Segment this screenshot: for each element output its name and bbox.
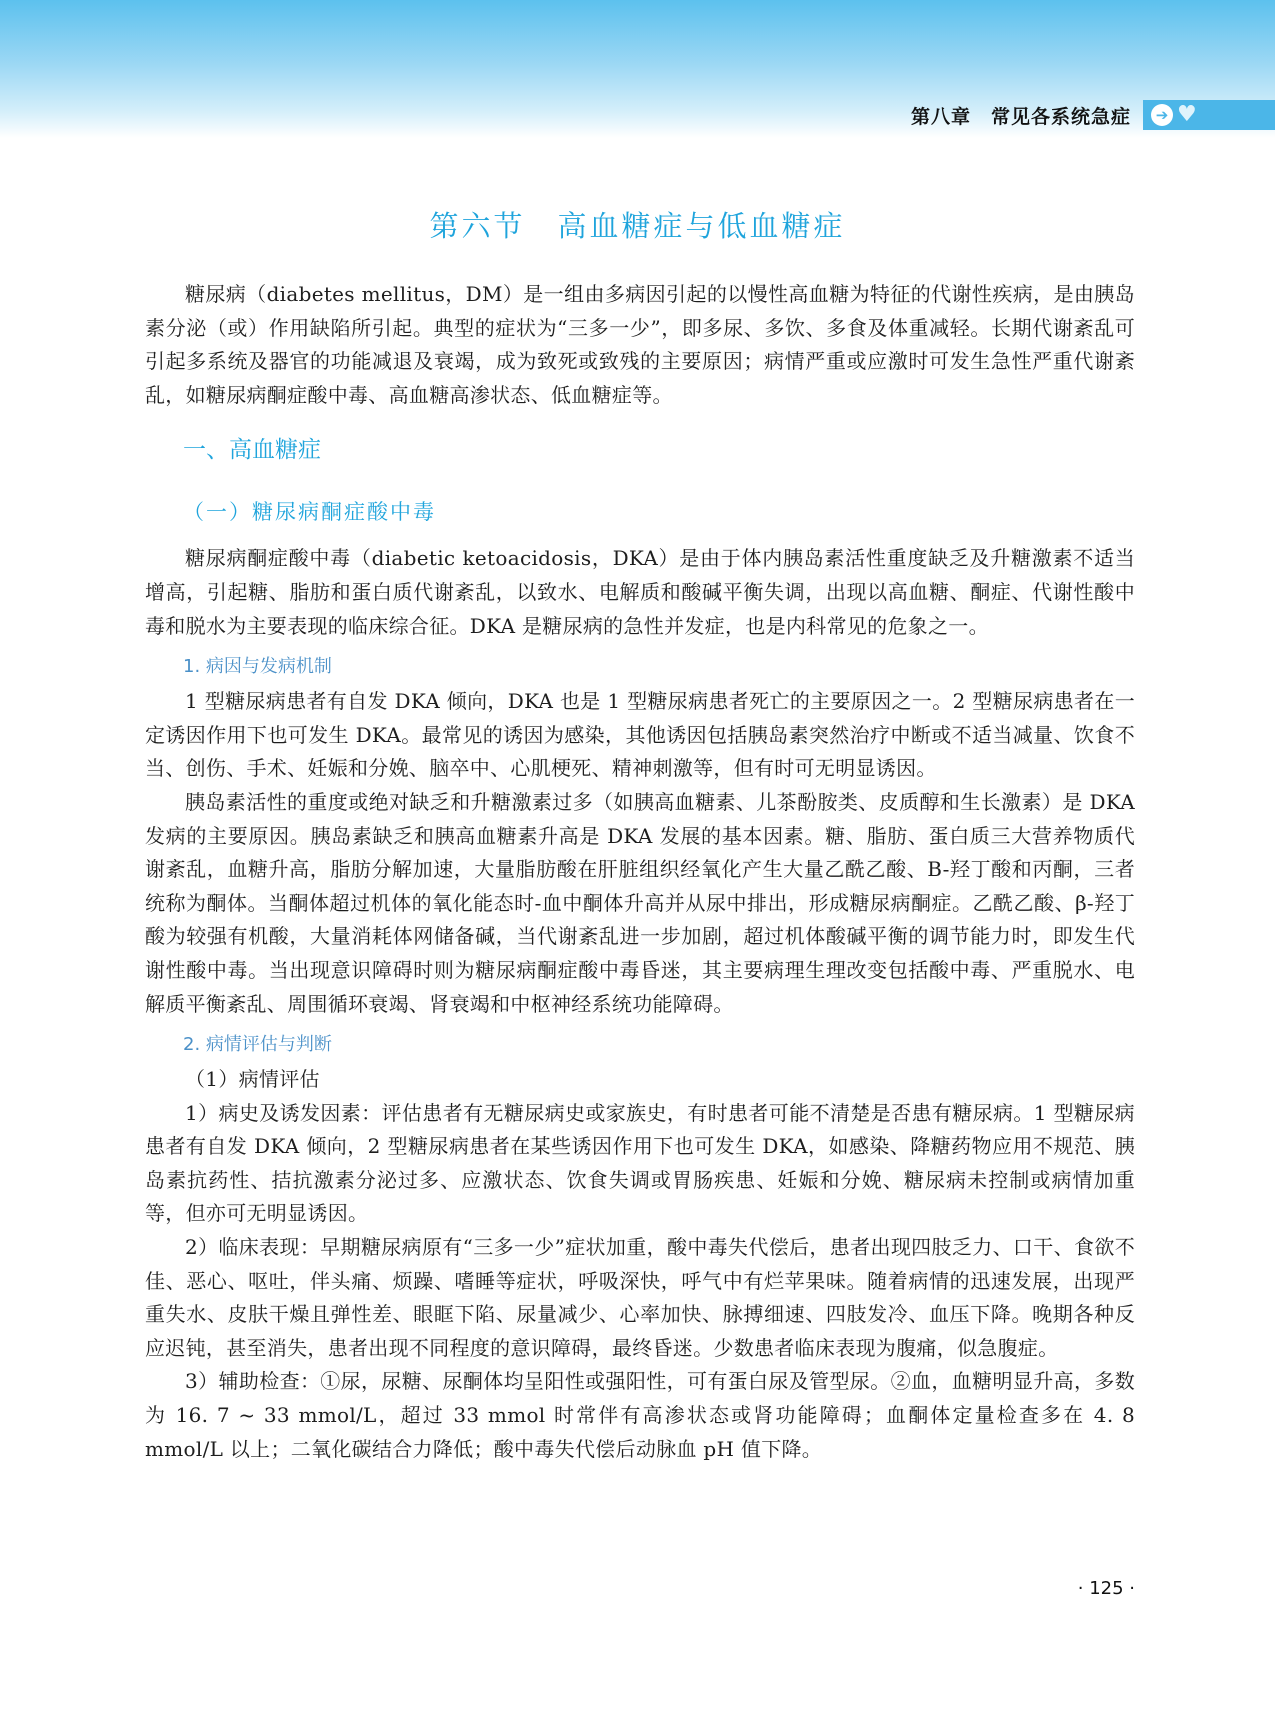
- chapter-title: 第八章 常见各系统急症: [910, 105, 1131, 128]
- chapter-header: [911, 98, 1275, 132]
- assessment-item-history: 1）病史及诱发因素：评估患者有无糖尿病史或家族史，有时患者可能不清楚是否患有糖尿病。1 型糖尿病患者有自发 DKA 倾向，2 型糖尿病患者在某些诱因作用下也可发生 DKA，如感染、降糖药物应用不规范、胰岛素抗药性、拮抗激素分泌过多、应激状态、饮食失调或胃肠疾患、妊娠和分娩、糖尿病未控制或病情加重等，但亦可无明显诱因。: [145, 1100, 1135, 1226]
- heading-dka: （一）糖尿病酮症酸中毒: [183, 500, 436, 525]
- assessment-label: （1）病情评估: [185, 1067, 320, 1092]
- etiology-paragraph-2: 胰岛素活性的重度或绝对缺乏和升糖激素过多（如胰高血糖素、儿茶酚胺类、皮质醇和生长激素）是 DKA 发病的主要原因。胰岛素缺乏和胰高血糖素升高是 DKA 发展的基本因素。糖、脂肪、蛋白质三大营养物质代谢紊乱，血糖升高，脂肪分解加速，大量脂肪酸在肝脏组织经氧化产生大量乙酰乙酸、B-羟丁酸和丙酮，三者统称为酮体。当酮体超过机体的氧化能态时-血中酮体升高并从尿中排出，形成糖尿病酮症。乙酰乙酸、β-羟丁酸为较强有机酸，大量消耗体网储备碱，当代谢紊乱进一步加剧，超过机体酸碱平衡的调节能力时，即发生代谢性酸中毒。当出现意识障碍时则为糖尿病酮症酸中毒昏迷，其主要病理生理改变包括酸中毒、严重脱水、电解质平衡紊乱、周围循环衰竭、肾衰竭和中枢神经系统功能障碍。: [145, 789, 1135, 1016]
- circle-arrow-icon: ➔: [1151, 104, 1173, 126]
- heading-hyperglycemia: 一、高血糖症: [183, 437, 321, 464]
- subheading-assessment: 2. 病情评估与判断: [183, 1034, 332, 1056]
- etiology-paragraph-1: 1 型糖尿病患者有自发 DKA 倾向，DKA 也是 1 型糖尿病患者死亡的主要原因之一。2 型糖尿病患者在一定诱因作用下也可发生 DKA。最常见的诱因为感染，其他诱因包括胰岛素突然治疗中断或不适当减量、饮食不当、创伤、手术、妊娠和分娩、脑卒中、心肌梗死、精神刺激等，但有时可无明显诱因。: [145, 689, 1135, 781]
- intro-paragraph: 糖尿病（diabetes mellitus，DM）是一组由多病因引起的以慢性高血糖为特征的代谢性疾病，是由胰岛素分泌（或）作用缺陷所引起。典型的症状为“三多一少”，即多尿、多饮、多食及体重减轻。长期代谢紊乱可引起多系统及器官的功能减退及衰竭，成为致死或致残的主要原因；病情严重或应激时可发生急性严重代谢紊乱，如糖尿病酮症酸中毒、高血糖高渗状态、低血糖症等。: [145, 282, 1135, 407]
- chapter-icon-strip: [1143, 100, 1275, 130]
- assessment-item-tests: 3）辅助检查：①尿，尿糖、尿酮体均呈阳性或强阳性，可有蛋白尿及管型尿。②血，血糖明显升高，多数为 16. 7 ~ 33 mmol/L，超过 33 mmol 时常伴有高渗状态或肾功能障碍；血酮体定量检查多在 4. 8 mmol/L 以上；二氧化碳结合力降低；酸中毒失代偿后动脉血 pH 值下降。: [145, 1369, 1135, 1461]
- dka-intro-paragraph: 糖尿病酮症酸中毒（diabetic ketoacidosis，DKA）是由于体内胰岛素活性重度缺乏及升糖激素不适当增高，引起糖、脂肪和蛋白质代谢紊乱，以致水、电解质和酸碱平衡失调，出现以高血糖、酮症、代谢性酸中毒和脱水为主要表现的临床综合征。DKA 是糖尿病的急性并发症，也是内科常见的危象之一。: [145, 546, 1135, 638]
- heart-icon: ♥: [1177, 102, 1197, 127]
- subheading-etiology: 1. 病因与发病机制: [183, 656, 332, 678]
- main-content: [145, 278, 1135, 1466]
- assessment-item-clinical: 2）临床表现：早期糖尿病原有“三多一少”症状加重，酸中毒失代偿后，患者出现四肢乏力、口干、食欲不佳、恶心、呕吐，伴头痛、烦躁、嗜睡等症状，呼吸深快，呼气中有烂苹果味。随着病情的迅速发展，出现严重失水、皮肤干燥且弹性差、眼眶下陷、尿量减少、心率加快、脉搏细速、四肢发冷、血压下降。晚期各种反应迟钝，甚至消失，患者出现不同程度的意识障碍，最终昏迷。少数患者临床表现为腹痛，似急腹症。: [145, 1235, 1135, 1360]
- page-number: · 125 ·: [1077, 1578, 1135, 1599]
- section-title: 第六节 高血糖症与低血糖症: [429, 209, 846, 243]
